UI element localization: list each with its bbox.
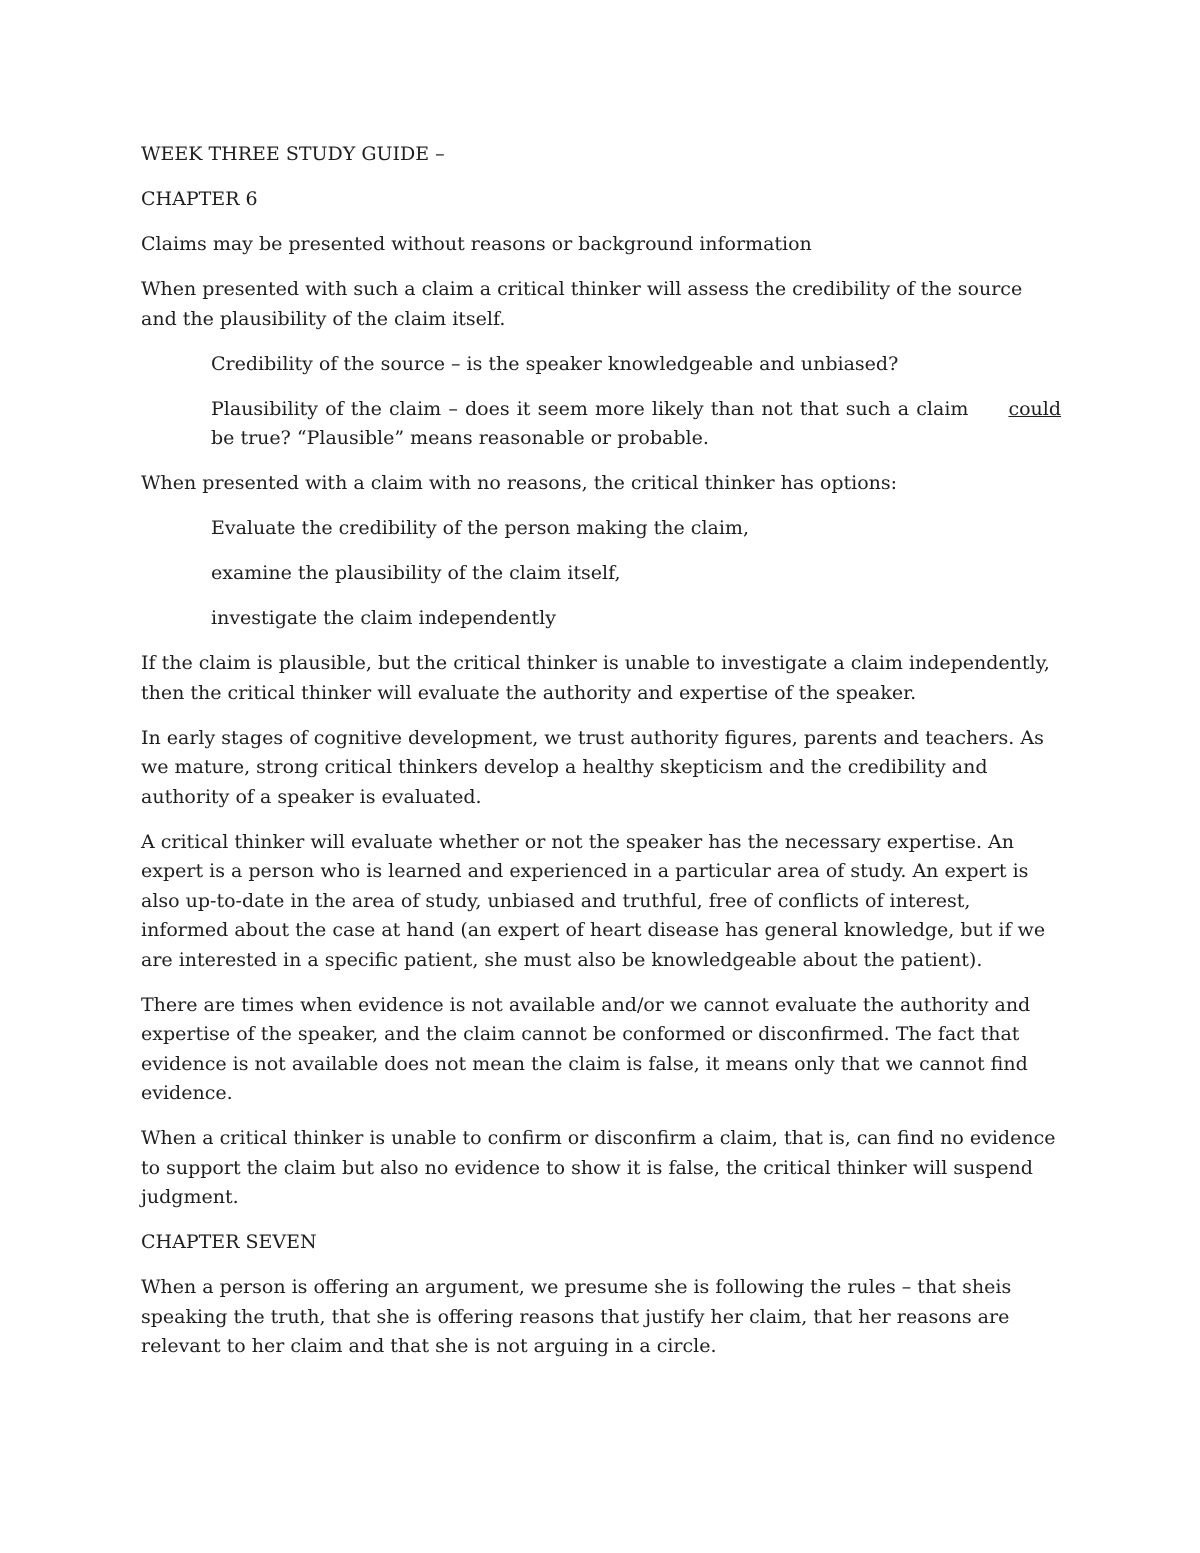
document-title: WEEK THREE STUDY GUIDE – [141,143,445,165]
chapter-7-heading: CHAPTER SEVEN [141,1231,317,1253]
paragraph-no-evidence: There are times when evidence is not available and/or we cannot evaluate the authority and expertise of the speaker, and the claim cannot be conformed or disconfirmed. The fact that evidence is not available does not mean the claim is false, it means only that we cannot find evidence. [141,993,1031,1104]
document-page [141,140,1061,1377]
paragraph-cognitive-development: In early stages of cognitive development, we trust authority figures, parents and teachers. As we mature, strong critical thinkers develop a healthy skepticism and the credibility and authority of a speaker is evaluated. [141,726,1044,808]
paragraph-presumption-of-rules: When a person is offering an argument, we presume she is following the rules – that sheis speaking the truth, that she is offering reasons that justify her claim, that her reasons are relevant to her claim and that she is not arguing in a circle. [141,1276,1012,1357]
underlined-word-could: could [1008,397,1061,420]
paragraph-expert-definition: A critical thinker will evaluate whether or not the speaker has the necessary expertise. An expert is a person who is learned and experienced in a particular area of study. An expert is also up-to-date in the area of study, unbiased and truthful, free of conflicts of interest, informed about the case at hand (an expert of heart disease has general knowledge, but if we are interested in a specific patient, she must also be knowledgeable about the patient). [141,830,1046,971]
paragraph-options-intro: When presented with a claim with no reasons, the critical thinker has options: [141,472,898,494]
paragraph-assess-credibility: When presented with such a claim a critical thinker will assess the credibility of the source and the plausibility of the claim itself. [141,278,1023,330]
plausibility-text-end: be true? “Plausible” means reasonable or probable. [211,427,709,449]
paragraph-credibility-of-source: Credibility of the source – is the speaker knowledgeable and unbiased? [211,352,899,375]
paragraph-plausibility-of-claim [211,395,1061,454]
paragraph-suspend-judgment: When a critical thinker is unable to confirm or disconfirm a claim, that is, can find no evidence to support the claim but also no evidence to show it is false, the critical thinker will suspend judgment. [141,1127,1056,1208]
plausibility-text-start: Plausibility of the claim – does it seem more likely than not that such a claim [211,397,969,420]
paragraph-evaluate-authority: If the claim is plausible, but the critical thinker is unable to investigate a claim independently, then the critical thinker will evaluate the authority and expertise of the speaker. [141,652,1050,704]
option-investigate-independently: investigate the claim independently [211,607,556,629]
paragraph-claims-without-reasons: Claims may be presented without reasons or background information [141,233,812,255]
option-examine-plausibility: examine the plausibility of the claim itself, [211,562,621,584]
chapter-6-heading: CHAPTER 6 [141,188,258,210]
option-evaluate-credibility: Evaluate the credibility of the person making the claim, [211,517,749,539]
